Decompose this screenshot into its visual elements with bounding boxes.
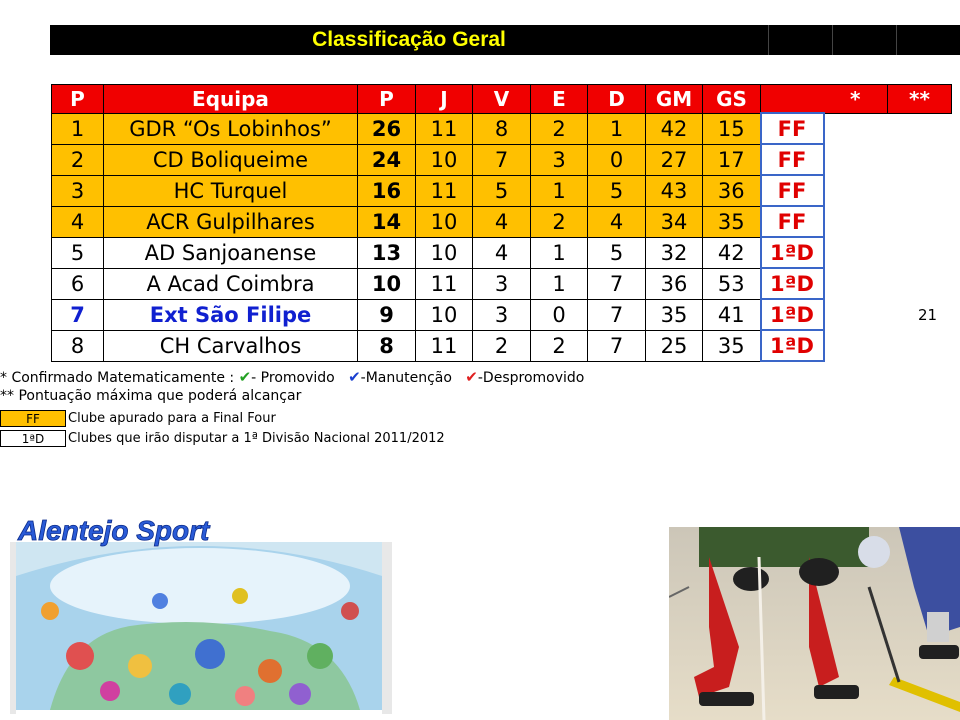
played-cell: 10 bbox=[416, 299, 473, 330]
wins-cell: 3 bbox=[473, 268, 531, 299]
page-title: Classificação Geral bbox=[312, 28, 506, 51]
losses-cell: 5 bbox=[588, 175, 646, 206]
legend-max-points: ** Pontuação máxima que poderá alcançar bbox=[0, 388, 302, 404]
column-header-points: P bbox=[358, 85, 416, 114]
goals-against-cell: 17 bbox=[703, 144, 761, 175]
played-cell: 11 bbox=[416, 330, 473, 361]
team-cell: GDR “Os Lobinhos” bbox=[104, 113, 358, 144]
team-cell: HC Turquel bbox=[104, 175, 358, 206]
goals-for-cell: 43 bbox=[646, 175, 703, 206]
losses-cell: 4 bbox=[588, 206, 646, 237]
table-row bbox=[52, 206, 952, 237]
points-cell: 24 bbox=[358, 144, 416, 175]
table-row bbox=[52, 237, 952, 268]
goals-against-cell: 35 bbox=[703, 330, 761, 361]
legend-confirmed-line bbox=[0, 368, 584, 387]
wins-cell: 7 bbox=[473, 144, 531, 175]
draws-cell: 1 bbox=[531, 175, 588, 206]
points-cell: 10 bbox=[358, 268, 416, 299]
draws-cell: 2 bbox=[531, 206, 588, 237]
goals-against-cell: 15 bbox=[703, 113, 761, 144]
table-row bbox=[52, 330, 952, 361]
position-cell: 7 bbox=[52, 299, 104, 330]
blue-check-icon: ✔ bbox=[348, 368, 361, 386]
table-row bbox=[52, 113, 952, 144]
empty-cell bbox=[824, 113, 888, 144]
wins-cell: 5 bbox=[473, 175, 531, 206]
goals-for-cell: 27 bbox=[646, 144, 703, 175]
played-cell: 11 bbox=[416, 175, 473, 206]
column-header-wins: V bbox=[473, 85, 531, 114]
losses-cell: 7 bbox=[588, 268, 646, 299]
table-row bbox=[52, 144, 952, 175]
column-header-draws: E bbox=[531, 85, 588, 114]
team-cell: CD Boliqueime bbox=[104, 144, 358, 175]
alentejo-sport-logo bbox=[10, 516, 392, 714]
goals-for-cell: 25 bbox=[646, 330, 703, 361]
column-header-status bbox=[761, 85, 824, 114]
table-row bbox=[52, 299, 952, 330]
position-cell: 2 bbox=[52, 144, 104, 175]
legend-confirmed-prefix: * Confirmado Matematicamente : bbox=[0, 370, 235, 386]
table-row bbox=[52, 268, 952, 299]
legend-key-ff: FF bbox=[0, 410, 66, 427]
column-header-team: Equipa bbox=[104, 85, 358, 114]
goals-for-cell: 42 bbox=[646, 113, 703, 144]
wins-cell: 8 bbox=[473, 113, 531, 144]
legend-key-1d-text: Clubes que irão disputar a 1ª Divisão Nacional 2011/2012 bbox=[68, 431, 445, 446]
column-header-position: P bbox=[52, 85, 104, 114]
divider bbox=[832, 25, 833, 55]
points-cell: 14 bbox=[358, 206, 416, 237]
goals-for-cell: 36 bbox=[646, 268, 703, 299]
position-cell: 4 bbox=[52, 206, 104, 237]
team-cell: CH Carvalhos bbox=[104, 330, 358, 361]
position-cell: 5 bbox=[52, 237, 104, 268]
slide-number: 21 bbox=[917, 306, 938, 324]
red-check-icon: ✔ bbox=[465, 368, 478, 386]
empty-cell bbox=[888, 144, 952, 175]
empty-cell bbox=[824, 144, 888, 175]
empty-cell bbox=[824, 237, 888, 268]
draws-cell: 0 bbox=[531, 299, 588, 330]
empty-cell bbox=[888, 237, 952, 268]
empty-cell bbox=[888, 113, 952, 144]
legend bbox=[0, 368, 584, 405]
goals-against-cell: 53 bbox=[703, 268, 761, 299]
column-header-goals-for: GM bbox=[646, 85, 703, 114]
table-row bbox=[52, 175, 952, 206]
wins-cell: 2 bbox=[473, 330, 531, 361]
position-cell: 8 bbox=[52, 330, 104, 361]
goals-for-cell: 34 bbox=[646, 206, 703, 237]
goals-against-cell: 36 bbox=[703, 175, 761, 206]
losses-cell: 0 bbox=[588, 144, 646, 175]
empty-cell bbox=[888, 175, 952, 206]
status-tag: 1ªD bbox=[761, 299, 824, 330]
played-cell: 10 bbox=[416, 144, 473, 175]
points-cell: 26 bbox=[358, 113, 416, 144]
goals-against-cell: 35 bbox=[703, 206, 761, 237]
played-cell: 11 bbox=[416, 113, 473, 144]
hockey-photo bbox=[669, 527, 960, 720]
legend-key-ff-text: Clube apurado para a Final Four bbox=[68, 411, 276, 426]
status-tag: FF bbox=[761, 113, 824, 144]
draws-cell: 1 bbox=[531, 268, 588, 299]
legend-promoted: - Promovido bbox=[251, 370, 335, 386]
played-cell: 10 bbox=[416, 237, 473, 268]
wins-cell: 4 bbox=[473, 237, 531, 268]
team-cell: Ext São Filipe bbox=[104, 299, 358, 330]
standings-table bbox=[51, 84, 952, 362]
status-tag: 1ªD bbox=[761, 268, 824, 299]
empty-cell bbox=[824, 175, 888, 206]
position-cell: 1 bbox=[52, 113, 104, 144]
wins-cell: 4 bbox=[473, 206, 531, 237]
status-tag: 1ªD bbox=[761, 330, 824, 361]
draws-cell: 2 bbox=[531, 113, 588, 144]
draws-cell: 2 bbox=[531, 330, 588, 361]
logo-text: Alentejo Sport bbox=[18, 516, 210, 546]
losses-cell: 7 bbox=[588, 330, 646, 361]
points-cell: 16 bbox=[358, 175, 416, 206]
empty-cell bbox=[824, 330, 888, 361]
position-cell: 3 bbox=[52, 175, 104, 206]
wins-cell: 3 bbox=[473, 299, 531, 330]
column-header-max-points: ** bbox=[888, 85, 952, 114]
goals-against-cell: 42 bbox=[703, 237, 761, 268]
empty-cell bbox=[824, 268, 888, 299]
column-header-played: J bbox=[416, 85, 473, 114]
empty-cell bbox=[888, 268, 952, 299]
status-tag: FF bbox=[761, 175, 824, 206]
status-tag: 1ªD bbox=[761, 237, 824, 268]
title-bar bbox=[50, 25, 960, 55]
points-cell: 8 bbox=[358, 330, 416, 361]
losses-cell: 5 bbox=[588, 237, 646, 268]
team-cell: ACR Gulpilhares bbox=[104, 206, 358, 237]
losses-cell: 1 bbox=[588, 113, 646, 144]
points-cell: 13 bbox=[358, 237, 416, 268]
legend-maintained: -Manutenção bbox=[360, 370, 452, 386]
column-header-goals-against: GS bbox=[703, 85, 761, 114]
draws-cell: 3 bbox=[531, 144, 588, 175]
played-cell: 10 bbox=[416, 206, 473, 237]
goals-for-cell: 32 bbox=[646, 237, 703, 268]
losses-cell: 7 bbox=[588, 299, 646, 330]
goals-against-cell: 41 bbox=[703, 299, 761, 330]
points-cell: 9 bbox=[358, 299, 416, 330]
status-tag: FF bbox=[761, 206, 824, 237]
team-cell: A Acad Coimbra bbox=[104, 268, 358, 299]
column-header-confirmed: * bbox=[824, 85, 888, 114]
empty-cell bbox=[888, 330, 952, 361]
divider bbox=[896, 25, 897, 55]
empty-cell bbox=[888, 206, 952, 237]
played-cell: 11 bbox=[416, 268, 473, 299]
legend-relegated: -Despromovido bbox=[477, 370, 585, 386]
table-header-row bbox=[52, 85, 952, 114]
empty-cell bbox=[824, 299, 888, 330]
status-tag: FF bbox=[761, 144, 824, 175]
position-cell: 6 bbox=[52, 268, 104, 299]
team-cell: AD Sanjoanense bbox=[104, 237, 358, 268]
draws-cell: 1 bbox=[531, 237, 588, 268]
goals-for-cell: 35 bbox=[646, 299, 703, 330]
legend-key-1d: 1ªD bbox=[0, 430, 66, 447]
green-check-icon: ✔ bbox=[238, 368, 252, 386]
divider bbox=[768, 25, 769, 55]
empty-cell bbox=[824, 206, 888, 237]
column-header-losses: D bbox=[588, 85, 646, 114]
